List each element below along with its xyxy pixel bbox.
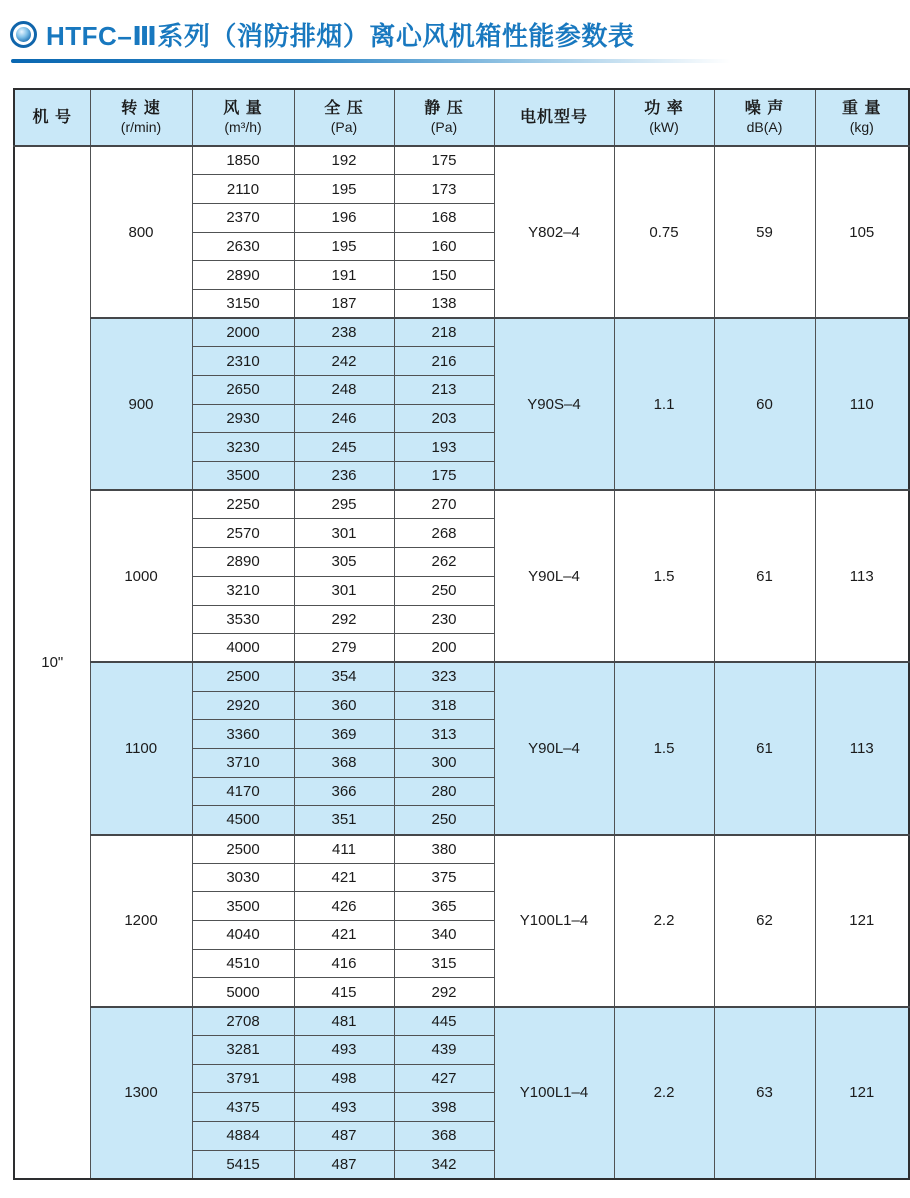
total-pressure-cell: 498 bbox=[294, 1064, 394, 1093]
static-pressure-cell: 445 bbox=[394, 1007, 494, 1036]
airflow-cell: 2500 bbox=[192, 835, 294, 864]
col-header-machine-no bbox=[14, 89, 90, 146]
static-pressure-cell: 250 bbox=[394, 576, 494, 605]
airflow-cell: 4884 bbox=[192, 1121, 294, 1150]
power-cell: 1.1 bbox=[614, 318, 714, 490]
static-pressure-cell: 160 bbox=[394, 232, 494, 261]
airflow-cell: 5415 bbox=[192, 1150, 294, 1179]
total-pressure-cell: 245 bbox=[294, 433, 394, 462]
static-pressure-cell: 216 bbox=[394, 347, 494, 376]
total-pressure-cell: 301 bbox=[294, 519, 394, 548]
airflow-cell: 2708 bbox=[192, 1007, 294, 1036]
static-pressure-cell: 262 bbox=[394, 548, 494, 577]
weight-cell: 121 bbox=[815, 1007, 909, 1179]
airflow-cell: 2110 bbox=[192, 175, 294, 204]
total-pressure-cell: 242 bbox=[294, 347, 394, 376]
airflow-cell: 2650 bbox=[192, 376, 294, 405]
noise-cell: 61 bbox=[714, 662, 815, 834]
total-pressure-cell: 295 bbox=[294, 490, 394, 519]
total-pressure-cell: 354 bbox=[294, 662, 394, 691]
total-pressure-cell: 301 bbox=[294, 576, 394, 605]
col-header-noise bbox=[714, 89, 815, 146]
airflow-cell: 2000 bbox=[192, 318, 294, 347]
static-pressure-cell: 380 bbox=[394, 835, 494, 864]
header-label: 电机型号 bbox=[519, 108, 588, 126]
header-label: 噪 声 bbox=[744, 100, 785, 118]
static-pressure-cell: 375 bbox=[394, 863, 494, 892]
power-cell: 1.5 bbox=[614, 490, 714, 662]
total-pressure-cell: 248 bbox=[294, 376, 394, 405]
airflow-cell: 3230 bbox=[192, 433, 294, 462]
airflow-cell: 3150 bbox=[192, 289, 294, 318]
table-row bbox=[14, 835, 909, 864]
static-pressure-cell: 173 bbox=[394, 175, 494, 204]
total-pressure-cell: 411 bbox=[294, 835, 394, 864]
airflow-cell: 4000 bbox=[192, 634, 294, 663]
speed-cell: 1300 bbox=[90, 1007, 192, 1179]
total-pressure-cell: 426 bbox=[294, 892, 394, 921]
static-pressure-cell: 315 bbox=[394, 949, 494, 978]
static-pressure-cell: 313 bbox=[394, 720, 494, 749]
static-pressure-cell: 398 bbox=[394, 1093, 494, 1122]
header-label: 机 号 bbox=[32, 108, 72, 126]
static-pressure-cell: 292 bbox=[394, 978, 494, 1007]
header-label: 静 压 bbox=[424, 100, 464, 118]
airflow-cell: 5000 bbox=[192, 978, 294, 1007]
total-pressure-cell: 192 bbox=[294, 146, 394, 175]
table-body bbox=[14, 146, 909, 1179]
static-pressure-cell: 270 bbox=[394, 490, 494, 519]
col-header-total-pressure bbox=[294, 89, 394, 146]
static-pressure-cell: 427 bbox=[394, 1064, 494, 1093]
header-label: 重 量 bbox=[842, 100, 882, 118]
speed-cell: 900 bbox=[90, 318, 192, 490]
header-unit: (r/min) bbox=[120, 119, 162, 136]
header-label: 全 压 bbox=[324, 100, 364, 118]
static-pressure-cell: 300 bbox=[394, 748, 494, 777]
airflow-cell: 2500 bbox=[192, 662, 294, 691]
static-pressure-cell: 342 bbox=[394, 1150, 494, 1179]
power-cell: 0.75 bbox=[614, 146, 714, 318]
airflow-cell: 3281 bbox=[192, 1035, 294, 1064]
static-pressure-cell: 439 bbox=[394, 1035, 494, 1064]
static-pressure-cell: 203 bbox=[394, 404, 494, 433]
airflow-cell: 1850 bbox=[192, 146, 294, 175]
airflow-cell: 3210 bbox=[192, 576, 294, 605]
motor-model-cell: Y90L–4 bbox=[494, 662, 614, 834]
header-unit: (kW) bbox=[649, 119, 679, 136]
airflow-cell: 3030 bbox=[192, 863, 294, 892]
airflow-cell: 2890 bbox=[192, 261, 294, 290]
weight-cell: 121 bbox=[815, 835, 909, 1007]
motor-model-cell: Y90S–4 bbox=[494, 318, 614, 490]
airflow-cell: 2890 bbox=[192, 548, 294, 577]
col-header-power bbox=[614, 89, 714, 146]
header-unit: (Pa) bbox=[330, 119, 358, 136]
total-pressure-cell: 236 bbox=[294, 462, 394, 491]
airflow-cell: 4040 bbox=[192, 921, 294, 950]
total-pressure-cell: 421 bbox=[294, 921, 394, 950]
speed-cell: 1100 bbox=[90, 662, 192, 834]
header-label: 功 率 bbox=[644, 100, 684, 118]
machine-no-cell: 10" bbox=[14, 146, 90, 1179]
power-cell: 2.2 bbox=[614, 835, 714, 1007]
bullseye-icon-core bbox=[16, 27, 31, 42]
total-pressure-cell: 360 bbox=[294, 691, 394, 720]
static-pressure-cell: 218 bbox=[394, 318, 494, 347]
static-pressure-cell: 368 bbox=[394, 1121, 494, 1150]
airflow-cell: 2570 bbox=[192, 519, 294, 548]
total-pressure-cell: 487 bbox=[294, 1150, 394, 1179]
speed-cell: 800 bbox=[90, 146, 192, 318]
airflow-cell: 2920 bbox=[192, 691, 294, 720]
static-pressure-cell: 268 bbox=[394, 519, 494, 548]
total-pressure-cell: 191 bbox=[294, 261, 394, 290]
bullseye-icon bbox=[10, 21, 37, 48]
airflow-cell: 4510 bbox=[192, 949, 294, 978]
static-pressure-cell: 193 bbox=[394, 433, 494, 462]
header-unit: (m³/h) bbox=[224, 119, 262, 136]
motor-model-cell: Y100L1–4 bbox=[494, 1007, 614, 1179]
power-cell: 2.2 bbox=[614, 1007, 714, 1179]
table-header bbox=[14, 89, 909, 146]
header-unit: (kg) bbox=[849, 119, 874, 136]
static-pressure-cell: 213 bbox=[394, 376, 494, 405]
total-pressure-cell: 416 bbox=[294, 949, 394, 978]
total-pressure-cell: 366 bbox=[294, 777, 394, 806]
weight-cell: 113 bbox=[815, 490, 909, 662]
static-pressure-cell: 200 bbox=[394, 634, 494, 663]
airflow-cell: 2630 bbox=[192, 232, 294, 261]
table-row bbox=[14, 146, 909, 175]
total-pressure-cell: 305 bbox=[294, 548, 394, 577]
table-row bbox=[14, 318, 909, 347]
table-row bbox=[14, 490, 909, 519]
total-pressure-cell: 421 bbox=[294, 863, 394, 892]
header-label: 转 速 bbox=[121, 100, 161, 118]
col-header-weight bbox=[815, 89, 909, 146]
header-unit: (Pa) bbox=[430, 119, 458, 136]
total-pressure-cell: 368 bbox=[294, 748, 394, 777]
weight-cell: 113 bbox=[815, 662, 909, 834]
col-header-airflow bbox=[192, 89, 294, 146]
total-pressure-cell: 238 bbox=[294, 318, 394, 347]
noise-cell: 60 bbox=[714, 318, 815, 490]
total-pressure-cell: 351 bbox=[294, 806, 394, 835]
total-pressure-cell: 493 bbox=[294, 1093, 394, 1122]
header-unit: dB(A) bbox=[746, 119, 783, 136]
total-pressure-cell: 493 bbox=[294, 1035, 394, 1064]
static-pressure-cell: 175 bbox=[394, 462, 494, 491]
motor-model-cell: Y90L–4 bbox=[494, 490, 614, 662]
noise-cell: 61 bbox=[714, 490, 815, 662]
fan-performance-table bbox=[13, 88, 910, 1180]
table-row bbox=[14, 662, 909, 691]
airflow-cell: 2250 bbox=[192, 490, 294, 519]
total-pressure-cell: 279 bbox=[294, 634, 394, 663]
airflow-cell: 2370 bbox=[192, 203, 294, 232]
total-pressure-cell: 292 bbox=[294, 605, 394, 634]
airflow-cell: 4170 bbox=[192, 777, 294, 806]
static-pressure-cell: 138 bbox=[394, 289, 494, 318]
airflow-cell: 2310 bbox=[192, 347, 294, 376]
static-pressure-cell: 340 bbox=[394, 921, 494, 950]
total-pressure-cell: 481 bbox=[294, 1007, 394, 1036]
speed-cell: 1200 bbox=[90, 835, 192, 1007]
power-cell: 1.5 bbox=[614, 662, 714, 834]
total-pressure-cell: 196 bbox=[294, 203, 394, 232]
static-pressure-cell: 150 bbox=[394, 261, 494, 290]
table-row bbox=[14, 1007, 909, 1036]
header-label: 风 量 bbox=[223, 100, 263, 118]
total-pressure-cell: 369 bbox=[294, 720, 394, 749]
col-header-static-pressure bbox=[394, 89, 494, 146]
total-pressure-cell: 487 bbox=[294, 1121, 394, 1150]
static-pressure-cell: 365 bbox=[394, 892, 494, 921]
total-pressure-cell: 195 bbox=[294, 175, 394, 204]
static-pressure-cell: 318 bbox=[394, 691, 494, 720]
airflow-cell: 3791 bbox=[192, 1064, 294, 1093]
static-pressure-cell: 280 bbox=[394, 777, 494, 806]
weight-cell: 110 bbox=[815, 318, 909, 490]
airflow-cell: 4500 bbox=[192, 806, 294, 835]
total-pressure-cell: 246 bbox=[294, 404, 394, 433]
static-pressure-cell: 175 bbox=[394, 146, 494, 175]
col-header-motor-model bbox=[494, 89, 614, 146]
total-pressure-cell: 195 bbox=[294, 232, 394, 261]
noise-cell: 59 bbox=[714, 146, 815, 318]
airflow-cell: 3530 bbox=[192, 605, 294, 634]
static-pressure-cell: 168 bbox=[394, 203, 494, 232]
airflow-cell: 4375 bbox=[192, 1093, 294, 1122]
title-block bbox=[10, 16, 900, 63]
noise-cell: 63 bbox=[714, 1007, 815, 1179]
airflow-cell: 3710 bbox=[192, 748, 294, 777]
static-pressure-cell: 323 bbox=[394, 662, 494, 691]
airflow-cell: 3500 bbox=[192, 892, 294, 921]
noise-cell: 62 bbox=[714, 835, 815, 1007]
static-pressure-cell: 230 bbox=[394, 605, 494, 634]
motor-model-cell: Y802–4 bbox=[494, 146, 614, 318]
weight-cell: 105 bbox=[815, 146, 909, 318]
title-underline-rule bbox=[11, 59, 753, 63]
total-pressure-cell: 187 bbox=[294, 289, 394, 318]
motor-model-cell: Y100L1–4 bbox=[494, 835, 614, 1007]
col-header-speed bbox=[90, 89, 192, 146]
header-row bbox=[14, 89, 909, 146]
total-pressure-cell: 415 bbox=[294, 978, 394, 1007]
page-title: HTFC–Ⅲ系列（消防排烟）离心风机箱性能参数表 bbox=[46, 21, 635, 51]
static-pressure-cell: 250 bbox=[394, 806, 494, 835]
airflow-cell: 3500 bbox=[192, 462, 294, 491]
airflow-cell: 3360 bbox=[192, 720, 294, 749]
airflow-cell: 2930 bbox=[192, 404, 294, 433]
speed-cell: 1000 bbox=[90, 490, 192, 662]
